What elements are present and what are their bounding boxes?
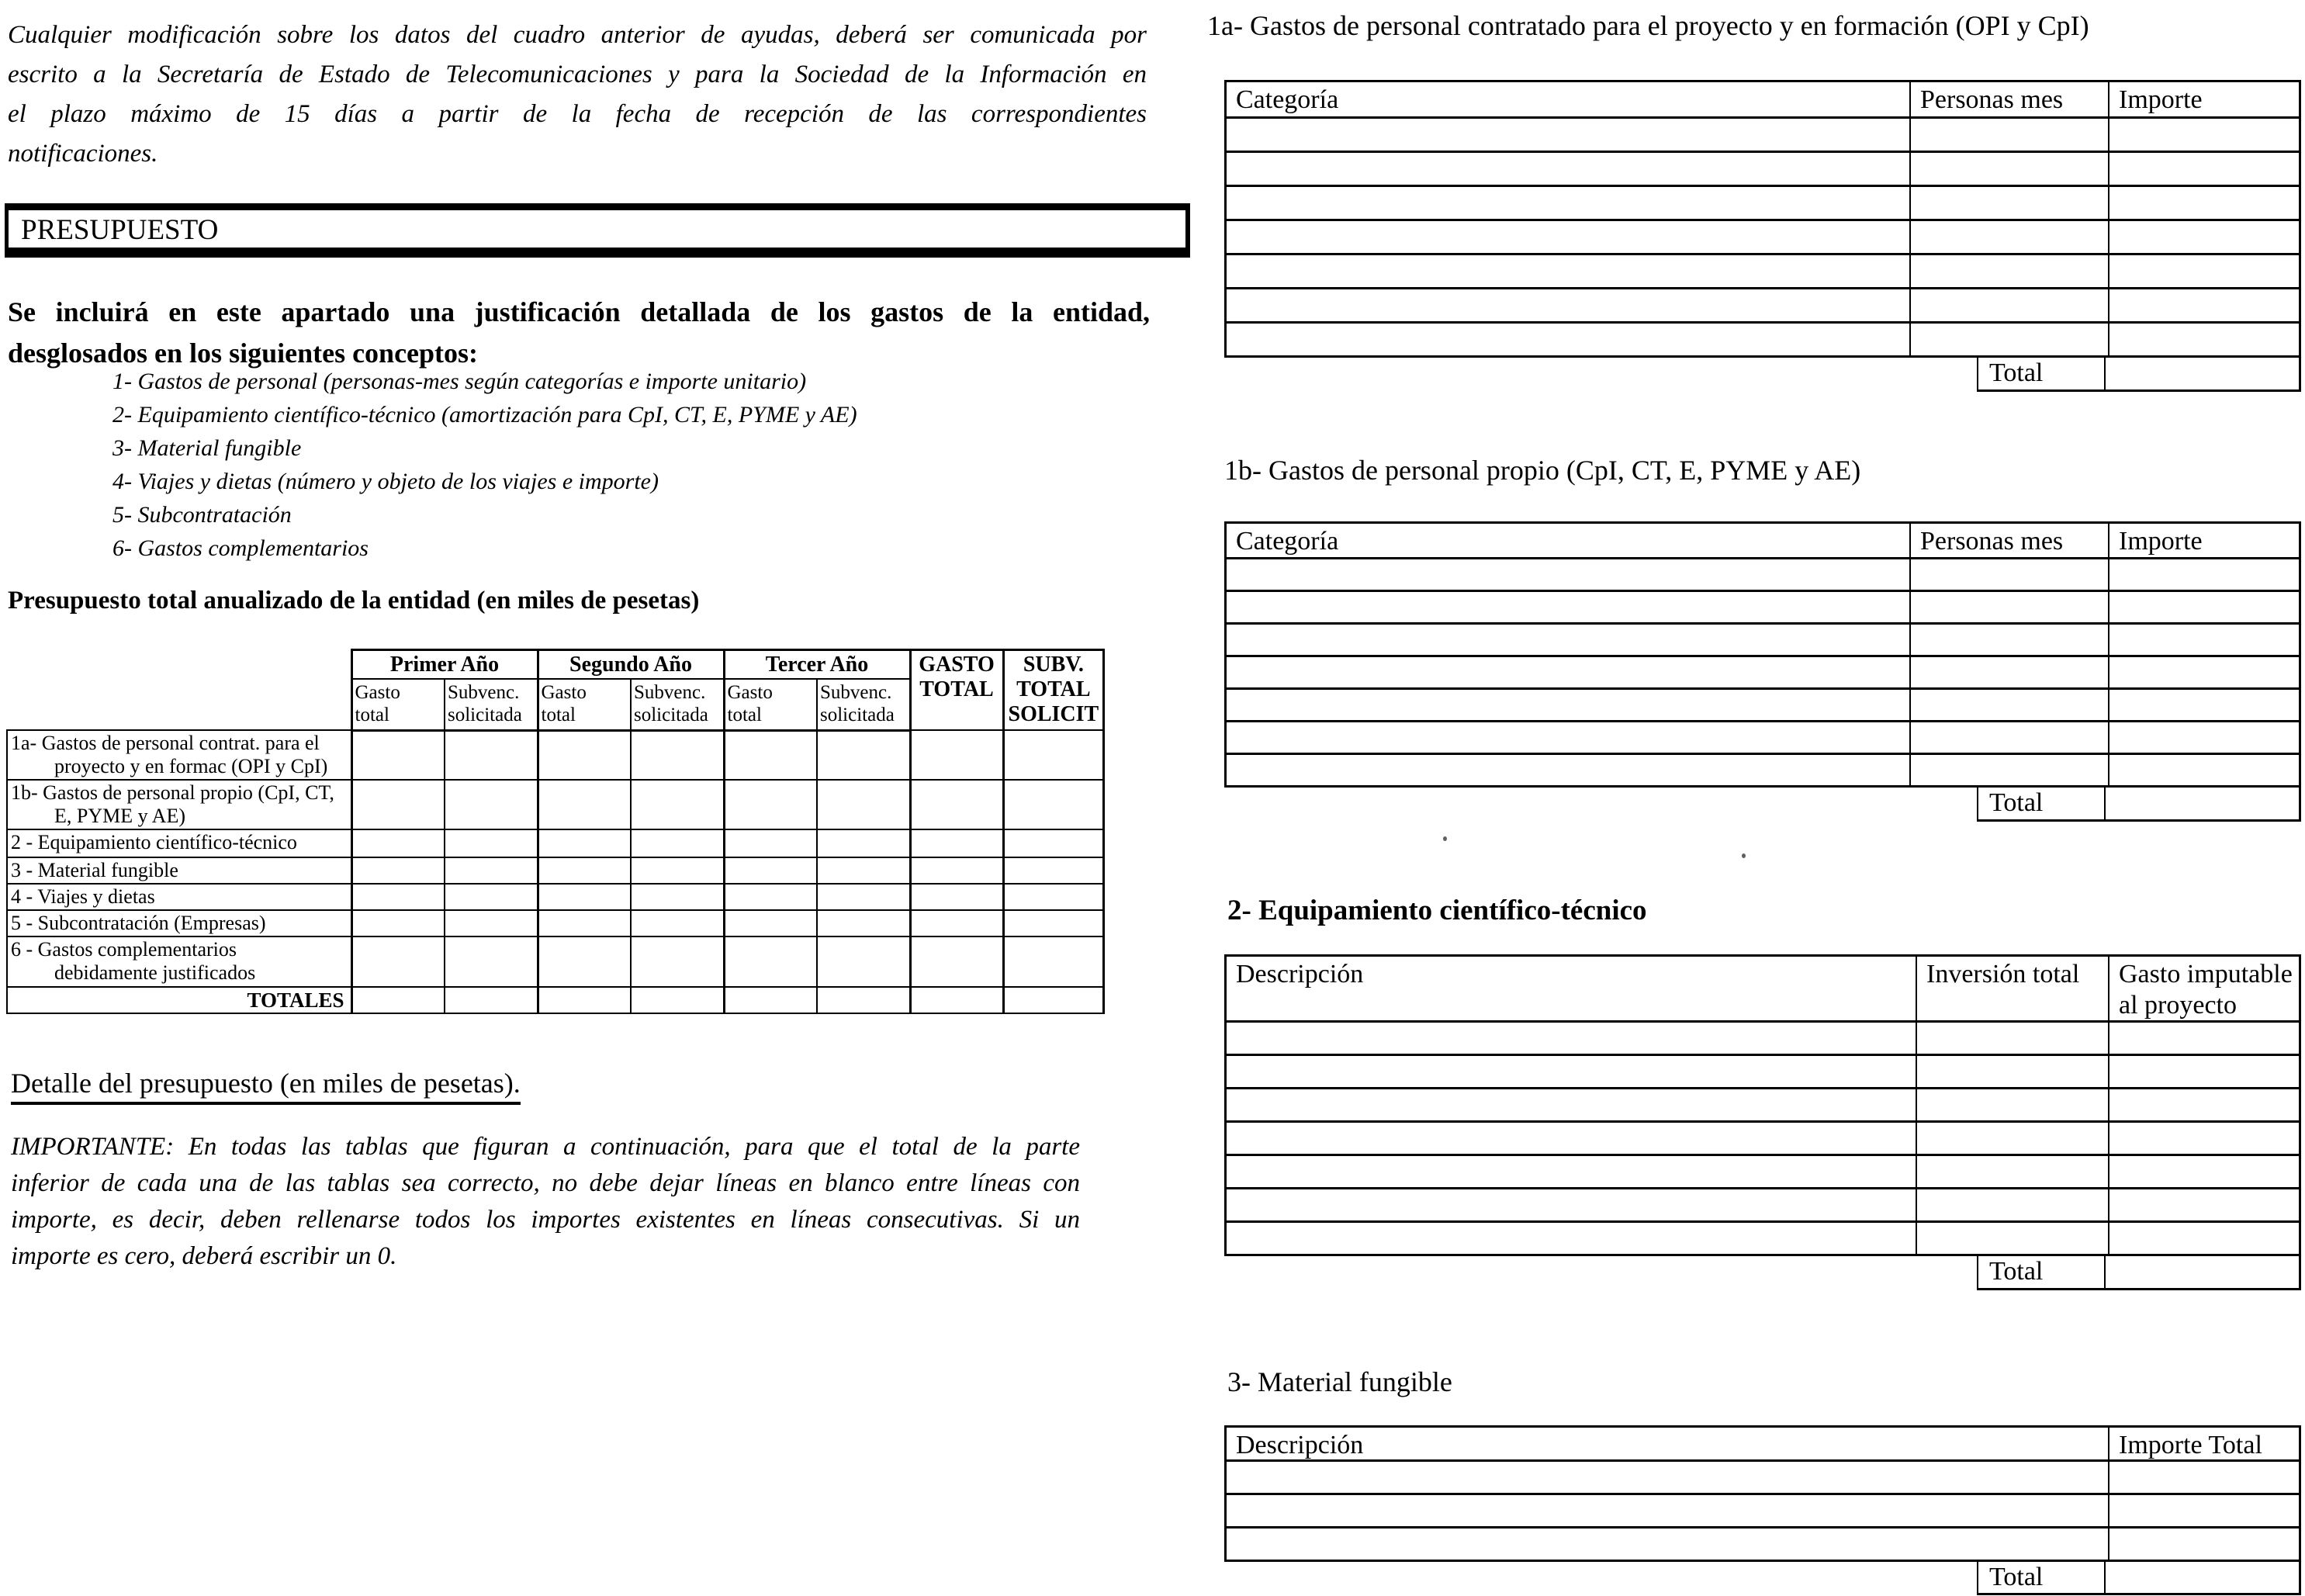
annual-empty-cell [631,829,724,857]
empty-cell [1227,722,1909,753]
empty-table-row [1227,1189,2299,1223]
empty-cell [1227,1023,1916,1054]
total-value-cell [2106,358,2301,392]
empty-cell [1227,625,1909,655]
annual-empty-cell [910,829,1003,857]
concept-list-item: 3- Material fungible [112,435,302,461]
empty-table-row [1227,1223,2299,1254]
empty-cell [2108,690,2299,720]
annual-empty-cell [1003,987,1104,1013]
empty-cell [1916,1089,2108,1120]
annual-empty-cell [538,829,631,857]
section-3-table [1224,1425,2301,1595]
annual-empty-cell [817,884,910,910]
empty-cell [2108,324,2299,355]
empty-table-row [1227,625,2299,657]
annual-empty-cell [351,857,445,884]
text-line: SUBV. [1023,653,1084,677]
concept-list-item: 2- Equipamiento científico-técnico (amortización para CpI, CT, E, PYME y AE) [112,402,857,428]
annual-table-row [7,829,1104,857]
annual-empty-cell [351,884,445,910]
concept-list-item: 5- Subcontratación [112,502,292,528]
empty-table-row [1227,289,2299,324]
empty-cell [1227,592,1909,622]
empty-cell [2108,289,2299,321]
empty-cell [1227,1056,1916,1087]
annual-empty-cell [910,987,1003,1013]
empty-cell [2108,1123,2299,1154]
empty-cell [2108,657,2299,687]
annual-empty-cell [538,910,631,936]
concept-list-item: 4- Viajes y dietas (número y objeto de los viajes e importe) [112,469,659,494]
column-header: Descripción [1236,960,1364,988]
annual-empty-cell [631,910,724,936]
table-grid [1224,521,2301,788]
empty-cell [1227,690,1909,720]
empty-cell [1909,690,2108,720]
table-grid [1224,954,2301,1256]
annual-empty-cell [910,936,1003,987]
table-header-row [1227,82,2299,119]
empty-cell [1909,722,2108,753]
empty-cell [2108,1056,2299,1087]
empty-cell [1227,221,1909,253]
empty-cell [1909,221,2108,253]
text-line: solicitada [634,704,708,725]
text-line: Subvenc. [634,681,706,703]
detail-budget-heading: Detalle del presupuesto (en miles de pesetas). [11,1067,521,1105]
section-1b-table [1224,521,2301,822]
empty-cell [2108,1528,2299,1560]
annual-empty-cell [445,936,538,987]
empty-cell [1227,1462,2108,1493]
total-label: Total [1977,358,2106,392]
concept-list-item: 6- Gastos complementarios [112,535,369,561]
annual-empty-cell [724,829,817,857]
empty-cell [1227,1089,1916,1120]
annual-empty-cell [351,936,445,987]
total-value-cell [2106,1256,2301,1290]
column-header: Categoría [1236,85,1339,114]
empty-table-row [1227,559,2299,592]
annual-empty-cell [1003,936,1104,987]
text-line: total [355,704,389,725]
column-header: Personas mes [1909,524,2108,557]
presupuesto-section-title: PRESUPUESTO [21,214,219,246]
column-header: Inversión total [1916,957,2108,1021]
annual-empty-cell [724,910,817,936]
annual-table-row [7,910,1104,936]
annual-empty-cell [351,829,445,857]
annual-empty-cell [351,780,445,829]
annual-empty-cell [538,936,631,987]
annual-empty-cell [351,987,445,1013]
empty-cell [2108,153,2299,185]
annual-empty-cell [445,884,538,910]
empty-cell [1909,153,2108,185]
empty-cell [1227,559,1909,590]
empty-table-row [1227,1089,2299,1123]
empty-cell [1227,1223,1916,1254]
annual-table-row [7,857,1104,884]
annual-empty-cell [631,730,724,780]
annual-totals-label: TOTALES [7,987,351,1013]
column-header: Importe [2108,82,2299,116]
subcol-subvencion-y3 [817,679,910,730]
text-line: escrito a la Secretaría de Estado de Telecomunicaciones y para la Sociedad de la Información en [8,61,1147,88]
text-line: inferior de cada una de las tablas sea correcto, no debe dejar líneas en blanco entre líneas con [11,1169,1080,1197]
annual-empty-cell [538,780,631,829]
table-header-row [1227,524,2299,559]
empty-cell [2108,559,2299,590]
annual-empty-cell [1003,829,1104,857]
concepts-list [112,365,1144,565]
subv-total-header [1003,650,1104,731]
text-line: SOLICIT [1008,702,1099,726]
empty-cell [2108,1189,2299,1220]
table-grid [1224,80,2301,358]
total-row [1224,788,2301,822]
subcol-gasto-total-y3 [724,679,817,730]
modification-notice-paragraph [8,16,1147,174]
text-line: total [541,704,576,725]
text-line: Subvenc. [820,681,892,703]
empty-cell [1909,187,2108,219]
empty-cell [1916,1056,2108,1087]
empty-cell [2108,1023,2299,1054]
text-line: total [727,704,762,725]
annual-empty-cell [445,910,538,936]
text-line: importe, es decir, deben rellenarse todos los importes existentes en líneas consecutivas. Si un [11,1206,1080,1234]
annual-empty-cell [351,910,445,936]
empty-cell [1227,755,1909,785]
annual-row-label: 4 - Viajes y dietas [7,884,351,910]
justification-paragraph [8,292,1150,374]
gasto-total-header [910,650,1003,731]
empty-table-row [1227,1123,2299,1156]
empty-table-row [1227,324,2299,355]
text-line: TOTAL [919,677,994,701]
empty-cell [1909,289,2108,321]
annual-empty-cell [631,857,724,884]
empty-table-row [1227,1462,2299,1495]
annual-empty-cell [817,910,910,936]
scan-speck-artifact [1443,836,1447,841]
annual-empty-cell [1003,884,1104,910]
empty-table-row [1227,690,2299,722]
annual-empty-cell [724,730,817,780]
empty-cell [1909,755,2108,785]
year-header-third: Tercer Año [724,650,910,679]
annual-empty-cell [817,936,910,987]
annual-table-row [7,730,1104,780]
annual-empty-cell [445,987,538,1013]
empty-cell [2108,592,2299,622]
subcol-subvencion-y2 [631,679,724,730]
empty-cell [1227,1156,1916,1187]
annual-row-label: 2 - Equipamiento científico-técnico [7,829,351,857]
scan-speck-artifact [1742,853,1746,858]
empty-cell [2108,1495,2299,1526]
text-line: IMPORTANTE: En todas las tablas que figuran a continuación, para que el total de la parte [11,1133,1080,1161]
column-header: Importe [2108,524,2299,557]
column-header: Importe Total [2108,1428,2299,1461]
total-row [1224,1562,2301,1595]
section-2-title: 2- Equipamiento científico-técnico [1227,895,1647,926]
text-line: el plazo máximo de 15 días a partir de la fecha de recepción de las correspondientes [8,100,1147,128]
annual-empty-cell [631,780,724,829]
year-header-second: Segundo Año [538,650,724,679]
text-line: solicitada [448,704,522,725]
empty-cell [1227,289,1909,321]
empty-cell [2108,255,2299,287]
table-grid [1224,1425,2301,1562]
empty-table-row [1227,1528,2299,1560]
annual-empty-cell [1003,730,1104,780]
annual-empty-cell [351,730,445,780]
total-row [1224,1256,2301,1290]
empty-table-row [1227,187,2299,221]
column-header: Categoría [1236,527,1339,556]
annual-row-label: 6 - Gastos complementarios debidamente justificados [7,936,351,987]
year-header-first: Primer Año [351,650,538,679]
annual-empty-cell [538,730,631,780]
table-header-row [1227,957,2299,1023]
text-line: importe es cero, deberá escribir un 0. [11,1242,397,1270]
total-label: Total [1977,1562,2106,1595]
empty-cell [2108,625,2299,655]
annual-empty-cell [445,857,538,884]
annual-empty-cell [817,829,910,857]
annual-empty-cell [445,780,538,829]
annual-empty-cell [817,857,910,884]
empty-cell [1916,1189,2108,1220]
annual-empty-cell [910,730,1003,780]
empty-cell [1227,1189,1916,1220]
annual-empty-cell [445,730,538,780]
annual-table-row [7,780,1104,829]
text-line: desglosados en los siguientes conceptos: [8,338,479,369]
annual-empty-cell [538,857,631,884]
empty-table-row [1227,119,2299,153]
empty-cell [1909,592,2108,622]
annual-empty-cell [817,987,910,1013]
annual-empty-cell [631,936,724,987]
empty-table-row [1227,592,2299,625]
empty-cell [2108,221,2299,253]
annual-empty-cell [1003,780,1104,829]
empty-table-row [1227,657,2299,690]
column-header: Gasto imputable al proyecto [2108,957,2299,1021]
empty-cell [1909,255,2108,287]
empty-cell [1909,119,2108,151]
empty-cell [1909,559,2108,590]
concept-list-item: 1- Gastos de personal (personas-mes según categorías e importe unitario) [112,369,807,394]
annual-empty-cell [724,780,817,829]
section-3-title: 3- Material fungible [1227,1366,1452,1397]
annual-budget-table [6,649,1105,1014]
empty-cell [1227,119,1909,151]
text-line: Gasto [355,681,400,703]
empty-cell [1227,657,1909,687]
empty-table-row [1227,153,2299,187]
text-line: GASTO [919,653,995,677]
annual-empty-cell [910,884,1003,910]
annual-empty-cell [724,936,817,987]
section-1a-title: 1a- Gastos de personal contratado para el proyecto y en formación (OPI y CpI) [1207,10,2089,41]
total-value-cell [2106,1562,2301,1595]
empty-table-row [1227,255,2299,289]
empty-cell [1227,153,1909,185]
column-header: Descripción [1236,1431,1364,1459]
annual-empty-cell [631,987,724,1013]
empty-table-row [1227,755,2299,785]
empty-cell [1227,255,1909,287]
annual-table-row [7,936,1104,987]
empty-cell [1916,1123,2108,1154]
empty-table-row [1227,1023,2299,1056]
empty-cell [2108,119,2299,151]
empty-table-row [1227,1156,2299,1189]
empty-cell [2108,1223,2299,1254]
empty-cell [1916,1223,2108,1254]
section-1b-title: 1b- Gastos de personal propio (CpI, CT, E, PYME y AE) [1224,455,1861,486]
empty-table-row [1227,1495,2299,1528]
annual-empty-cell [1003,910,1104,936]
subcol-subvencion-y1 [445,679,538,730]
annual-totals-row [7,987,1104,1013]
empty-cell [2108,755,2299,785]
annual-row-label: 1a- Gastos de personal contrat. para el proyecto y en formac (OPI y CpI) [7,730,351,780]
empty-cell [1227,1123,1916,1154]
empty-table-row [1227,1056,2299,1089]
empty-cell [1916,1023,2108,1054]
annual-row-label: 1b- Gastos de personal propio (CpI, CT, E, PYME y AE) [7,780,351,829]
text-line: solicitada [820,704,895,725]
text-line: Gasto [541,681,587,703]
total-value-cell [2106,788,2301,822]
important-note-paragraph [11,1129,1080,1275]
annual-empty-cell [724,857,817,884]
annual-budget-title: Presupuesto total anualizado de la entidad (en miles de pesetas) [8,587,700,615]
total-row [1224,358,2301,392]
text-line: Cualquier modificación sobre los datos del cuadro anterior de ayudas, deberá ser comunicada por [8,21,1147,49]
empty-cell [1227,324,1909,355]
empty-cell [1909,324,2108,355]
text-line: TOTAL [1016,677,1091,701]
presupuesto-section-box [5,203,1190,258]
annual-empty-cell [817,730,910,780]
subcol-gasto-total-y2 [538,679,631,730]
annual-row-label: 5 - Subcontratación (Empresas) [7,910,351,936]
empty-cell [1909,625,2108,655]
empty-cell [2108,722,2299,753]
empty-cell [1227,187,1909,219]
empty-cell [2108,1089,2299,1120]
annual-empty-cell [1003,857,1104,884]
annual-empty-cell [538,884,631,910]
empty-cell [2108,1156,2299,1187]
annual-empty-cell [910,780,1003,829]
empty-cell [2108,1462,2299,1493]
empty-cell [1227,1528,2108,1560]
section-2-table [1224,954,2301,1290]
empty-cell [2108,187,2299,219]
annual-empty-cell [817,780,910,829]
annual-empty-cell [910,910,1003,936]
annual-empty-cell [445,829,538,857]
annual-empty-cell [631,884,724,910]
text-line: Gasto [727,681,773,703]
empty-cell [1227,1495,2108,1526]
text-line: Se incluirá en este apartado una justificación detallada de los gastos de la entidad, [8,296,1150,327]
total-label: Total [1977,788,2106,822]
empty-table-row [1227,221,2299,255]
annual-table-row [7,884,1104,910]
subcol-gasto-total-y1 [351,679,445,730]
table-header-row [1227,1428,2299,1462]
empty-cell [1916,1156,2108,1187]
annual-empty-cell [538,987,631,1013]
annual-empty-cell [724,987,817,1013]
empty-table-row [1227,722,2299,755]
text-line: notificaciones. [8,140,158,168]
empty-cell [1909,657,2108,687]
annual-empty-cell [724,884,817,910]
annual-row-label: 3 - Material fungible [7,857,351,884]
text-line: Subvenc. [448,681,520,703]
column-header: Personas mes [1909,82,2108,116]
section-1a-table [1224,80,2301,392]
total-label: Total [1977,1256,2106,1290]
annual-empty-cell [910,857,1003,884]
